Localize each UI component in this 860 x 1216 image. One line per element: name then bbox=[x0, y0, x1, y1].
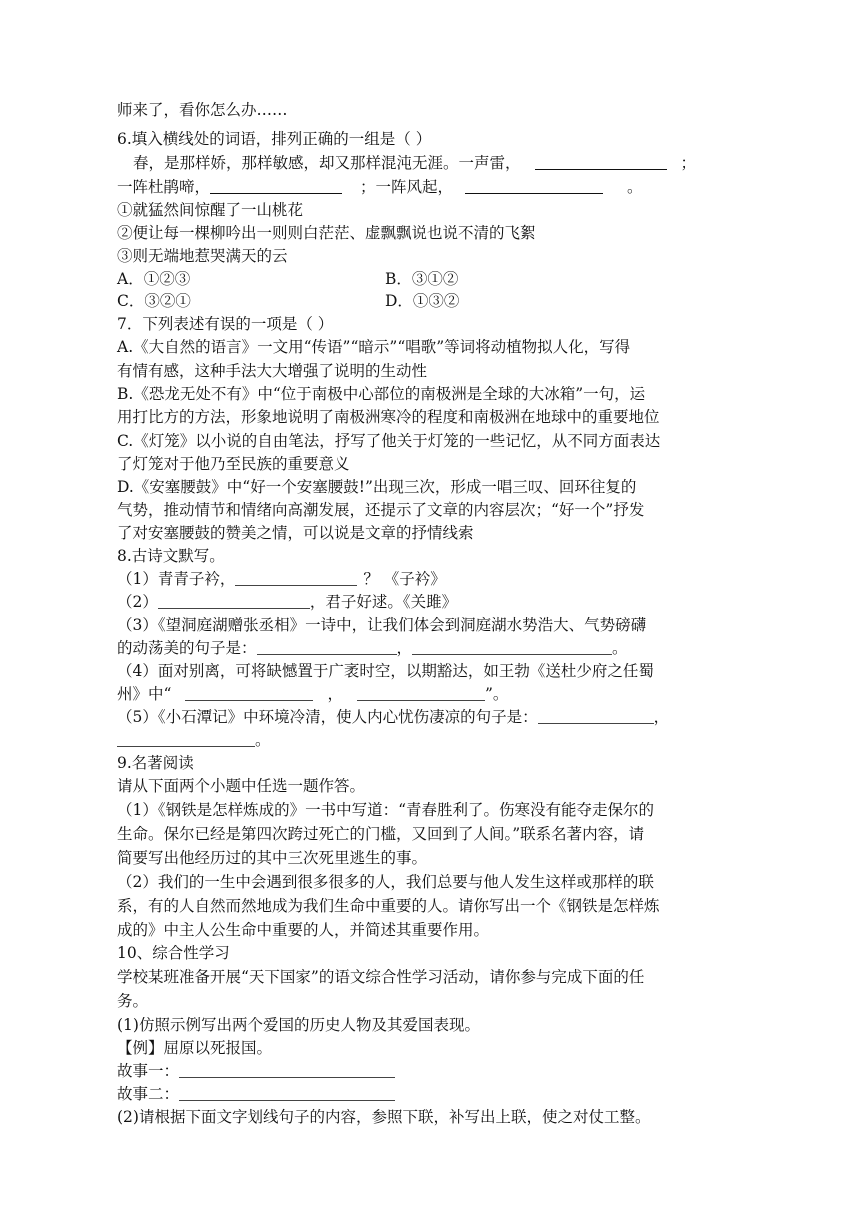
question-7-title: 7．下列表述有误的一项是（ ） bbox=[117, 315, 334, 333]
item-text: 。 bbox=[255, 731, 271, 749]
item-text: 故事二： bbox=[117, 1085, 180, 1103]
item-text: 故事一： bbox=[117, 1062, 180, 1080]
answer-blank[interactable] bbox=[179, 1084, 395, 1101]
choice-d-line-2[interactable]: 气势，推动情节和情绪向高潮发展，还提示了文章的内容层次；“好一个”抒发 bbox=[117, 501, 645, 519]
passage-text: 。 bbox=[627, 178, 643, 196]
item-text: ， bbox=[396, 639, 413, 657]
answer-blank[interactable] bbox=[538, 707, 654, 724]
option-sentence-1: ①就猛然间惊醒了一山桃花 bbox=[117, 201, 304, 219]
recitation-item-5-line-2 bbox=[117, 729, 271, 751]
choice-d-line-1[interactable]: D.《安塞腰鼓》中“好一个安塞腰鼓!”出现三次，形成一唱三叹、回环往复的 bbox=[117, 478, 637, 496]
story-two-line bbox=[117, 1083, 395, 1105]
passage-text: 春，是那样娇，那样敏感，却又那样混沌无涯。一声雷， bbox=[133, 154, 521, 172]
item-text: 州》中“ bbox=[117, 685, 172, 703]
choice-d-line-3[interactable]: 了对安塞腰鼓的赞美之情，可以说是文章的抒情线索 bbox=[117, 524, 474, 542]
item-text: ”。 bbox=[484, 685, 509, 703]
choice-a-line-1[interactable]: A.《大自然的语言》一文用“传语”“暗示”“唱歌”等词将动植物拟人化，写得 bbox=[117, 338, 631, 356]
item-text: ， bbox=[653, 708, 670, 726]
answer-blank[interactable] bbox=[465, 177, 603, 194]
choice-c-line-2[interactable]: 了灯笼对于他乃至民族的重要意义 bbox=[117, 455, 350, 473]
recitation-item-4-line-1: （4）面对别离，可将缺憾置于广袤时空，以期豁达，如王勃《送杜少府之任蜀 bbox=[117, 662, 654, 680]
recitation-item-3-line-1: （3）《望洞庭湖赠张丞相》一诗中，让我们体会到洞庭湖水势浩大、气势磅礴 bbox=[117, 616, 647, 634]
question-9-title: 9.名著阅读 bbox=[117, 754, 194, 772]
recitation-item-3-line-2 bbox=[117, 637, 628, 659]
recitation-item-4-line-2 bbox=[117, 683, 508, 705]
choice-b-line-1[interactable]: B.《恐龙无处不有》中“位于南极中心部位的南极洲是全球的大冰箱”一句，运 bbox=[117, 385, 646, 403]
question-10-intro-line-1: 学校某班准备开展“天下国家”的语文综合性学习活动，请你参与完成下面的任 bbox=[117, 968, 645, 986]
question-9-2-line-3: 成的》中主人公生命中重要的人，并简述其重要作用。 bbox=[117, 921, 490, 939]
choice-c-line-1[interactable]: C.《灯笼》以小说的自由笔法，抒写了他关于灯笼的一些记忆，从不同方面表达 bbox=[117, 432, 661, 450]
story-one-line bbox=[117, 1060, 395, 1082]
question-9-2-line-2: 系，有的人自然而然地成为我们生命中重要的人。请你写出一个《钢铁是怎样炼 bbox=[117, 897, 660, 915]
question-6-passage-line-2 bbox=[117, 176, 643, 198]
question-9-1-line-2: 生命。保尔已经是第四次跨过死亡的门槛，又回到了人间。”联系名著内容，请 bbox=[117, 825, 645, 843]
example-line: 【例】屈原以死报国。 bbox=[117, 1039, 273, 1057]
answer-blank[interactable] bbox=[257, 638, 397, 655]
question-6-passage-line-1 bbox=[133, 152, 696, 174]
question-9-intro: 请从下面两个小题中任选一题作答。 bbox=[117, 777, 366, 795]
question-8-title: 8.古诗文默写。 bbox=[117, 547, 225, 565]
item-text: ？ 《子衿》 bbox=[363, 570, 446, 588]
item-text: 的动荡美的句子是： bbox=[117, 639, 257, 657]
option-sentence-2: ②便让每一棵柳吟出一则则白茫茫、虚飘飘说也说不清的飞絮 bbox=[117, 224, 536, 242]
answer-blank[interactable] bbox=[158, 592, 310, 609]
question-10-task-2: (2)请根据下面文字划线句子的内容，参照下联，补写出上联，使之对仗工整。 bbox=[117, 1108, 651, 1126]
question-9-2-line-1: （2）我们的一生中会遇到很多很多的人，我们总要与他人发生这样或那样的联 bbox=[117, 873, 654, 891]
answer-blank[interactable] bbox=[412, 638, 612, 655]
choice-a-line-2[interactable]: 有情有感，这种手法大大增强了说明的生动性 bbox=[117, 362, 428, 380]
item-text: （5）《小石潭记》中环境冷清，使人内心忧伤凄凉的句子是： bbox=[117, 708, 538, 726]
choice-d[interactable]: D．①③② bbox=[385, 292, 460, 310]
choice-b-line-2[interactable]: 用打比方的方法，形象地说明了南极洲寒冷的程度和南极洲在地球中的重要地位 bbox=[117, 408, 660, 426]
option-sentence-3: ③则无端地惹哭满天的云 bbox=[117, 247, 288, 265]
recitation-item-2 bbox=[117, 591, 457, 613]
item-text: ，君子好逑。《关雎》 bbox=[309, 593, 458, 611]
item-text: 。 bbox=[612, 639, 628, 657]
question-6-title: 6.填入横线处的词语，排列正确的一组是（ ） bbox=[117, 130, 432, 148]
item-text: （1）青青子衿， bbox=[117, 570, 236, 588]
answer-blank[interactable] bbox=[185, 684, 313, 701]
passage-text: ；一阵风起， bbox=[360, 178, 454, 196]
choice-c[interactable]: C．③②① bbox=[117, 292, 191, 310]
recitation-item-5-line-1 bbox=[117, 706, 669, 728]
answer-blank[interactable] bbox=[357, 684, 485, 701]
choice-b[interactable]: B．③①② bbox=[385, 270, 459, 288]
answer-blank[interactable] bbox=[535, 153, 667, 170]
question-9-1-line-3: 简要写出他经历过的其中三次死里逃生的事。 bbox=[117, 849, 428, 867]
answer-blank[interactable] bbox=[235, 569, 357, 586]
question-10-intro-line-2: 务。 bbox=[117, 992, 149, 1010]
item-text: （2） bbox=[117, 593, 158, 611]
recitation-item-1 bbox=[117, 568, 446, 590]
question-9-1-line-1: （1）《钢铁是怎样炼成的》一书中写道：“青春胜利了。伤寒没有能夺走保尔的 bbox=[117, 801, 655, 819]
question-10-title: 10、综合性学习 bbox=[117, 944, 230, 962]
choice-a[interactable]: A．①②③ bbox=[117, 270, 191, 288]
passage-text: ； bbox=[680, 154, 697, 172]
passage-text: 一阵杜鹃啼， bbox=[117, 178, 211, 196]
answer-blank[interactable] bbox=[179, 1061, 395, 1078]
answer-blank[interactable] bbox=[117, 730, 255, 747]
text-line: 师来了，看你怎么办…… bbox=[117, 101, 288, 119]
answer-blank[interactable] bbox=[210, 177, 342, 194]
item-text: ， bbox=[327, 685, 343, 703]
question-10-task-1: (1)仿照示例写出两个爱国的历史人物及其爱国表现。 bbox=[117, 1016, 480, 1034]
